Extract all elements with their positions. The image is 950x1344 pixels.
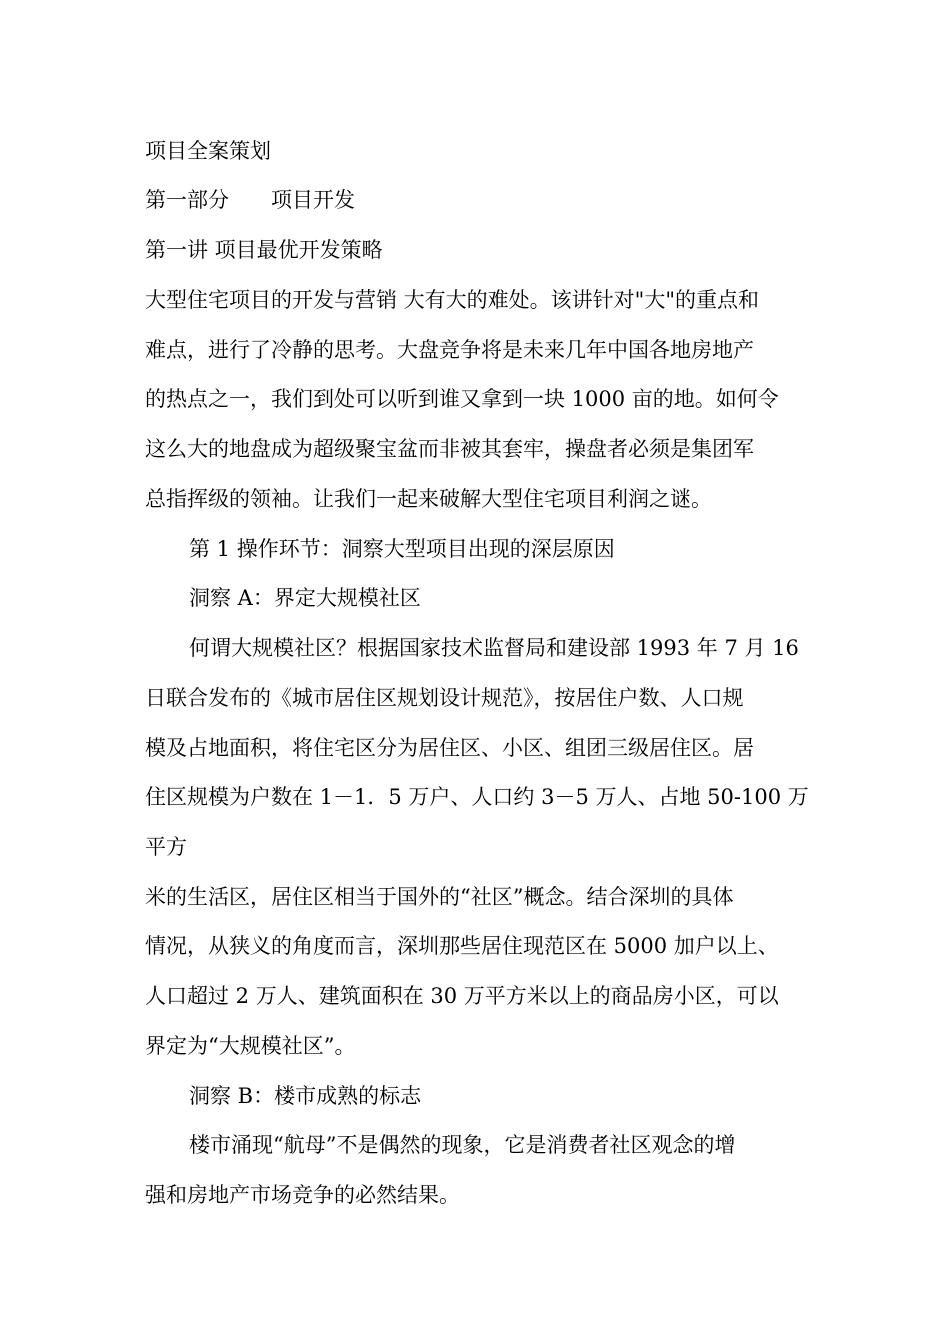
insight-b-line: 强和房地产市场竞争的必然结果。 [145,1183,460,1207]
intro-line: 这么大的地盘成为超级聚宝盆而非被其套牢，操盘者必须是集团军 [145,437,754,461]
lecture-heading: 第一讲 项目最优开发策略 [145,238,383,262]
insight-a-line: 住区规模为户数在 1－1．5 万户、人口约 3－5 万人、占地 50-100 万 [145,785,809,809]
intro-line: 总指挥级的领袖。让我们一起来破解大型住宅项目利润之谜。 [145,487,712,511]
insight-a-line: 情况，从狭义的角度而言，深圳那些居住现范区在 5000 加户以上、 [145,934,779,958]
insight-a-heading: 洞察 A：界定大规模社区 [189,586,421,610]
insight-a-line: 人口超过 2 万人、建筑面积在 30 万平方米以上的商品房小区，可以 [145,984,779,1008]
insight-a-line: 界定为“大规模社区”。 [145,1034,356,1058]
insight-a-line: 模及占地面积，将住宅区分为居住区、小区、组团三级居住区。居 [145,736,754,760]
step1-heading: 第 1 操作环节：洞察大型项目出现的深层原因 [189,537,615,561]
insight-a-line: 何谓大规模社区？根据国家技术监督局和建设部 1993 年 7 月 16 [189,636,799,660]
insight-a-line: 日联合发布的《城市居住区规划设计规范》，按居住户数、人口规 [145,686,744,710]
intro-line: 大型住宅项目的开发与营销 大有大的难处。该讲针对"大"的重点和 [145,288,759,312]
insight-a-line: 平方 [145,835,187,859]
insight-b-line: 楼市涌现“航母”不是偶然的现象，它是消费者社区观念的增 [189,1133,736,1157]
insight-a-line: 米的生活区，居住区相当于国外的“社区”概念。结合深圳的具体 [145,885,734,909]
intro-line: 难点，进行了冷静的思考。大盘竞争将是未来几年中国各地房地产 [145,338,754,362]
document-title: 项目全案策划 [145,139,271,163]
part-heading: 第一部分 项目开发 [145,188,355,212]
insight-b-heading: 洞察 B：楼市成熟的标志 [189,1084,422,1108]
intro-line: 的热点之一，我们到处可以听到谁又拿到一块 1000 亩的地。如何令 [145,387,779,411]
